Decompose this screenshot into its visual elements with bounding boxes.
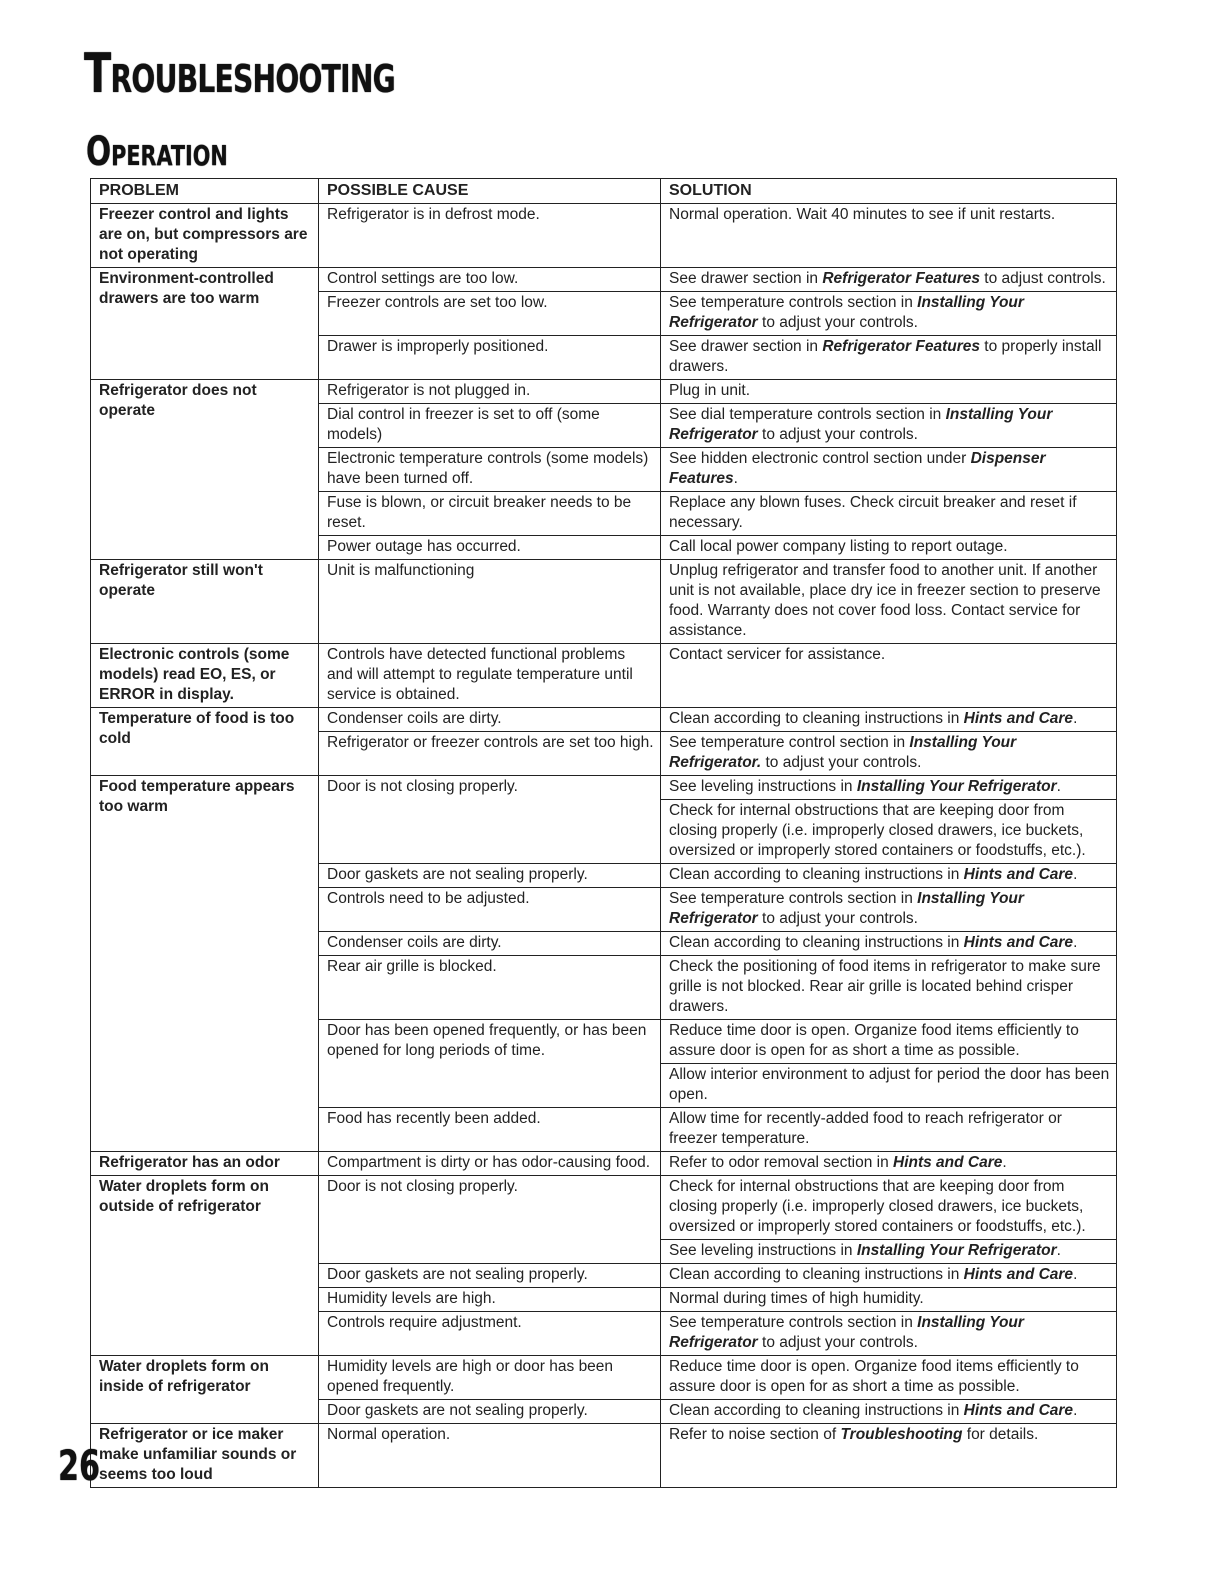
- cause-cell: Door has been opened frequently, or has been opened for long periods of time.: [319, 1020, 661, 1108]
- problem-cell: Food temperature appears too warm: [91, 776, 319, 1152]
- solution-text: See leveling instructions in: [669, 778, 857, 795]
- solution-text: .: [1056, 778, 1061, 795]
- cause-cell: Door is not closing properly.: [319, 776, 661, 864]
- manual-section-reference: Hints and Care: [963, 1266, 1074, 1283]
- solution-cell: [661, 1108, 1117, 1152]
- solution-text: Contact servicer for assistance.: [669, 646, 886, 663]
- problem-cell: Freezer control and lights are on, but compressors are not operating: [91, 204, 319, 268]
- manual-section-reference: Installing Your Refrigerator: [669, 294, 1024, 331]
- problem-cell: Water droplets form on outside of refrigerator: [91, 1176, 319, 1356]
- solution-text: See leveling instructions in: [669, 1242, 857, 1259]
- cause-cell: Food has recently been added.: [319, 1108, 661, 1152]
- solution-cell: [661, 536, 1117, 560]
- solution-cell: [661, 932, 1117, 956]
- cause-cell: Drawer is improperly positioned.: [319, 336, 661, 380]
- solution-text: Replace any blown fuses. Check circuit breaker and reset if necessary.: [669, 494, 1077, 531]
- solution-cell: [661, 644, 1117, 708]
- solution-text: Clean according to cleaning instructions in: [669, 866, 964, 883]
- solution-text: to adjust your controls.: [757, 426, 918, 443]
- table-body: [91, 204, 1117, 1488]
- solution-text: to adjust your controls.: [761, 754, 922, 771]
- table-row: [91, 560, 1117, 644]
- solution-cell: [661, 492, 1117, 536]
- problem-cell: Temperature of food is too cold: [91, 708, 319, 776]
- solution-cell: [661, 732, 1117, 776]
- cause-cell: Controls need to be adjusted.: [319, 888, 661, 932]
- problem-column-header: PROBLEM: [91, 179, 319, 204]
- solution-text: See temperature controls section in: [669, 890, 918, 907]
- solution-text: .: [1002, 1154, 1007, 1171]
- problem-cell: Refrigerator does not operate: [91, 380, 319, 560]
- table-row: [91, 644, 1117, 708]
- solution-cell: [661, 1264, 1117, 1288]
- solution-cell: [661, 336, 1117, 380]
- manual-section-reference: Hints and Care: [963, 934, 1074, 951]
- table-row: [91, 268, 1117, 292]
- cause-cell: Door gaskets are not sealing properly.: [319, 1264, 661, 1288]
- solution-cell: [661, 1240, 1117, 1264]
- manual-section-reference: Hints and Care: [893, 1154, 1003, 1171]
- cause-cell: Electronic temperature controls (some models) have been turned off.: [319, 448, 661, 492]
- solution-cell: [661, 864, 1117, 888]
- solution-text: for details.: [962, 1426, 1039, 1443]
- solution-text: Clean according to cleaning instructions in: [669, 1266, 964, 1283]
- solution-text: .: [1073, 866, 1078, 883]
- manual-section-reference: Installing Your Refrigerator: [856, 778, 1057, 795]
- solution-cell: [661, 1356, 1117, 1400]
- solution-text: See temperature controls section in: [669, 294, 918, 311]
- solution-text: to adjust your controls.: [757, 910, 918, 927]
- section-title: Operation: [86, 129, 228, 175]
- manual-section-reference: Refrigerator Features: [822, 338, 980, 355]
- solution-text: See drawer section in: [669, 270, 823, 287]
- solution-text: Refer to odor removal section in: [669, 1154, 893, 1171]
- cause-cell: Freezer controls are set too low.: [319, 292, 661, 336]
- cause-cell: Controls have detected functional problems and will attempt to regulate temperature until service is obtained.: [319, 644, 661, 708]
- solution-cell: [661, 1152, 1117, 1176]
- cause-cell: Condenser coils are dirty.: [319, 708, 661, 732]
- manual-section-reference: Hints and Care: [963, 1402, 1074, 1419]
- solution-cell: [661, 1312, 1117, 1356]
- problem-cell: Environment-controlled drawers are too warm: [91, 268, 319, 380]
- solution-column-header: SOLUTION: [661, 179, 1117, 204]
- solution-cell: [661, 1176, 1117, 1240]
- manual-section-reference: Installing Your Refrigerator: [669, 890, 1024, 927]
- solution-cell: [661, 708, 1117, 732]
- cause-cell: Control settings are too low.: [319, 268, 661, 292]
- cause-cell: Condenser coils are dirty.: [319, 932, 661, 956]
- solution-text: to adjust your controls.: [757, 1334, 918, 1351]
- problem-cell: Refrigerator or ice maker make unfamiliar sounds or seems too loud: [91, 1424, 319, 1488]
- cause-cell: Normal operation.: [319, 1424, 661, 1488]
- solution-text: Plug in unit.: [669, 382, 750, 399]
- solution-cell: [661, 800, 1117, 864]
- table-row: [91, 1176, 1117, 1240]
- solution-text: Allow interior environment to adjust for period the door has been open.: [669, 1066, 1110, 1103]
- solution-text: to adjust controls.: [980, 270, 1106, 287]
- manual-section-reference: Installing Your Refrigerator: [669, 406, 1053, 443]
- solution-text: See drawer section in: [669, 338, 823, 355]
- solution-text: .: [1056, 1242, 1061, 1259]
- solution-text: to adjust your controls.: [757, 314, 918, 331]
- manual-section-reference: Hints and Care: [963, 710, 1074, 727]
- manual-section-reference: Dispenser Features: [669, 450, 1046, 487]
- cause-cell: Power outage has occurred.: [319, 536, 661, 560]
- cause-cell: Door gaskets are not sealing properly.: [319, 864, 661, 888]
- manual-section-reference: Installing Your Refrigerator.: [669, 734, 1017, 771]
- solution-cell: [661, 560, 1117, 644]
- cause-cell: Humidity levels are high or door has been opened frequently.: [319, 1356, 661, 1400]
- table-row: [91, 1356, 1117, 1400]
- cause-cell: Fuse is blown, or circuit breaker needs to be reset.: [319, 492, 661, 536]
- solution-cell: [661, 1064, 1117, 1108]
- table-row: [91, 708, 1117, 732]
- problem-cell: Water droplets form on inside of refrigerator: [91, 1356, 319, 1424]
- manual-section-reference: Installing Your Refrigerator: [669, 1314, 1024, 1351]
- solution-cell: [661, 404, 1117, 448]
- problem-cell: Refrigerator still won't operate: [91, 560, 319, 644]
- solution-text: to properly install drawers.: [669, 338, 1102, 375]
- solution-cell: [661, 292, 1117, 336]
- solution-text: See temperature controls section in: [669, 1314, 918, 1331]
- solution-cell: [661, 268, 1117, 292]
- table-header-row: [91, 179, 1117, 204]
- solution-text: Refer to noise section of: [669, 1426, 841, 1443]
- table-row: [91, 776, 1117, 800]
- cause-cell: Compartment is dirty or has odor-causing food.: [319, 1152, 661, 1176]
- solution-text: Check for internal obstructions that are keeping door from closing properly (i.e. improperly closed drawers, ice buckets, oversized or improperly stored containers or foodstuffs, etc.).: [669, 802, 1086, 859]
- cause-cell: Refrigerator or freezer controls are set too high.: [319, 732, 661, 776]
- solution-cell: [661, 1020, 1117, 1064]
- solution-text: Normal operation. Wait 40 minutes to see if unit restarts.: [669, 206, 1056, 223]
- solution-text: Call local power company listing to report outage.: [669, 538, 1008, 555]
- solution-text: Clean according to cleaning instructions in: [669, 710, 964, 727]
- troubleshooting-table: [90, 178, 1117, 1488]
- solution-cell: [661, 448, 1117, 492]
- solution-text: .: [1073, 934, 1078, 951]
- table-row: [91, 380, 1117, 404]
- solution-text: See hidden electronic control section under: [669, 450, 971, 467]
- solution-text: Unplug refrigerator and transfer food to another unit. If another unit is not available, place dry ice in freezer section to preserve food. Warranty does not cover food loss. Contact service for assistance.: [669, 562, 1101, 639]
- solution-cell: [661, 956, 1117, 1020]
- cause-cell: Rear air grille is blocked.: [319, 956, 661, 1020]
- solution-text: Clean according to cleaning instructions in: [669, 934, 964, 951]
- solution-text: Check the positioning of food items in refrigerator to make sure grille is not blocked. Rear air grille is located behind crisper drawers.: [669, 958, 1101, 1015]
- solution-cell: [661, 1424, 1117, 1488]
- solution-cell: [661, 204, 1117, 268]
- solution-text: Clean according to cleaning instructions in: [669, 1402, 964, 1419]
- solution-text: .: [733, 470, 738, 487]
- page-title: Troubleshooting: [84, 42, 395, 105]
- manual-section-reference: Hints and Care: [963, 866, 1074, 883]
- cause-cell: Refrigerator is not plugged in.: [319, 380, 661, 404]
- cause-cell: Refrigerator is in defrost mode.: [319, 204, 661, 268]
- problem-cell: Electronic controls (some models) read EO, ES, or ERROR in display.: [91, 644, 319, 708]
- solution-text: Check for internal obstructions that are keeping door from closing properly (i.e. improperly closed drawers, ice buckets, oversized or improperly stored containers or foodstuffs, etc.).: [669, 1178, 1086, 1235]
- cause-cell: Humidity levels are high.: [319, 1288, 661, 1312]
- solution-text: Allow time for recently-added food to reach refrigerator or freezer temperature.: [669, 1110, 1062, 1147]
- cause-cell: Controls require adjustment.: [319, 1312, 661, 1356]
- solution-cell: [661, 380, 1117, 404]
- solution-text: Reduce time door is open. Organize food items efficiently to assure door is open for as short a time as possible.: [669, 1358, 1079, 1395]
- solution-text: .: [1073, 710, 1078, 727]
- manual-section-reference: Troubleshooting: [840, 1426, 963, 1443]
- solution-cell: [661, 888, 1117, 932]
- cause-cell: Door is not closing properly.: [319, 1176, 661, 1264]
- solution-cell: [661, 1288, 1117, 1312]
- solution-text: .: [1073, 1266, 1078, 1283]
- cause-cell: Unit is malfunctioning: [319, 560, 661, 644]
- solution-text: See dial temperature controls section in: [669, 406, 946, 423]
- solution-cell: [661, 1400, 1117, 1424]
- solution-text: Normal during times of high humidity.: [669, 1290, 924, 1307]
- cause-column-header: POSSIBLE CAUSE: [319, 179, 661, 204]
- cause-cell: Door gaskets are not sealing properly.: [319, 1400, 661, 1424]
- solution-text: .: [1073, 1402, 1078, 1419]
- cause-cell: Dial control in freezer is set to off (some models): [319, 404, 661, 448]
- solution-text: See temperature control section in: [669, 734, 910, 751]
- manual-section-reference: Installing Your Refrigerator: [856, 1242, 1057, 1259]
- table-row: [91, 204, 1117, 268]
- problem-cell: Refrigerator has an odor: [91, 1152, 319, 1176]
- manual-section-reference: Refrigerator Features: [822, 270, 980, 287]
- page-number: 26: [58, 1441, 101, 1490]
- solution-cell: [661, 776, 1117, 800]
- solution-text: Reduce time door is open. Organize food items efficiently to assure door is open for as short a time as possible.: [669, 1022, 1079, 1059]
- table-row: [91, 1424, 1117, 1488]
- table-row: [91, 1152, 1117, 1176]
